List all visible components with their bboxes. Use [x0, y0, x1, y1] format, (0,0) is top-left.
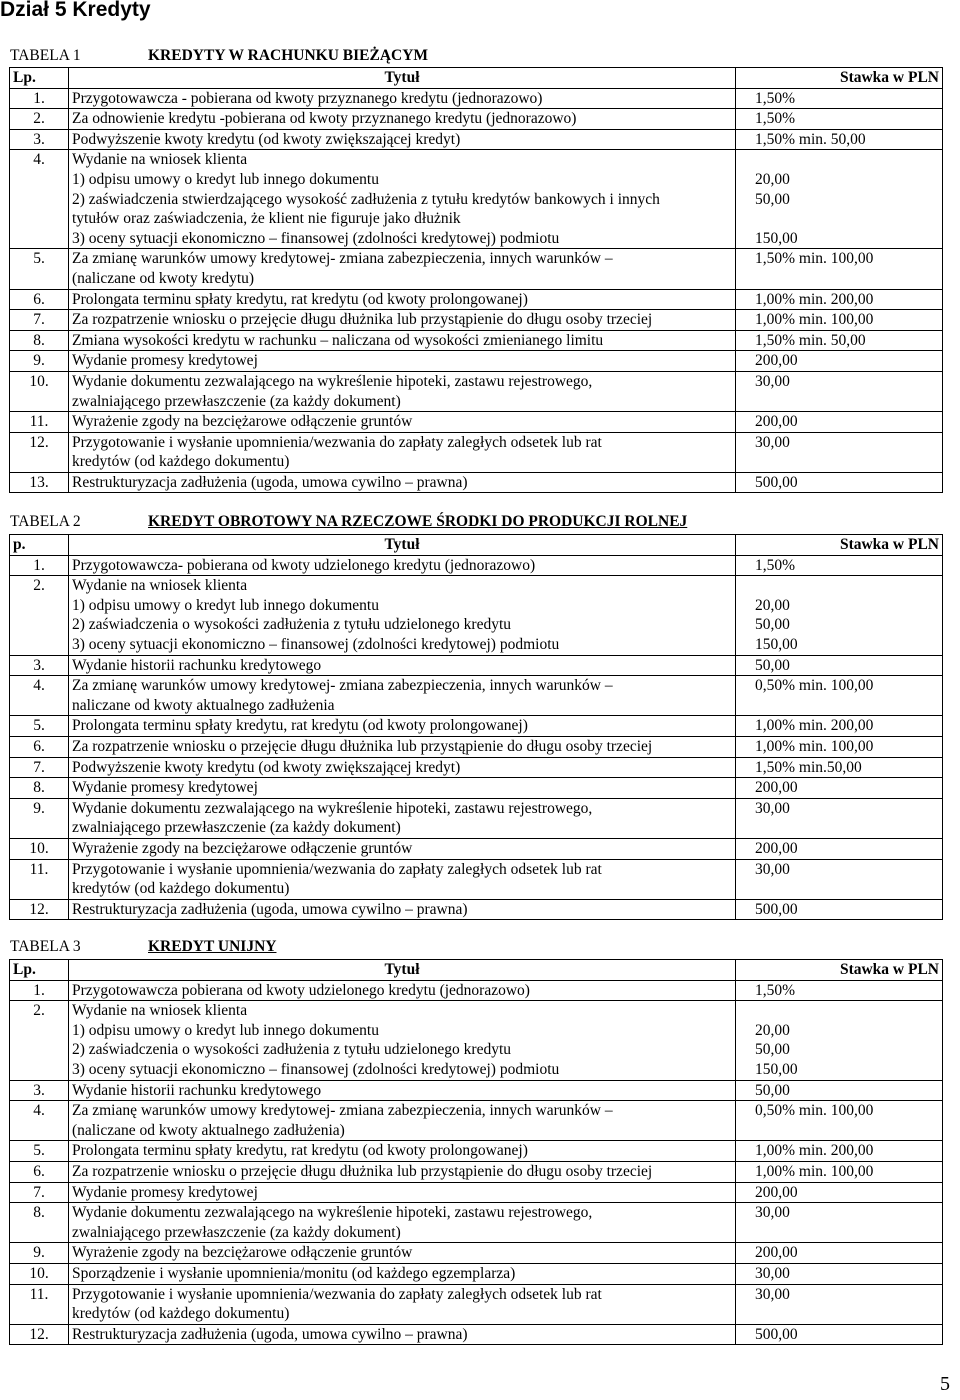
- row-title: [69, 289, 736, 310]
- rate-value: 1,50%: [755, 981, 796, 999]
- row-rate: [736, 330, 943, 351]
- table-row: [10, 1243, 943, 1264]
- row-title-line: Wydanie na wniosek klienta: [72, 151, 248, 169]
- rate-value: 1,00% min. 200,00: [755, 717, 874, 735]
- row-title-subline: 3) oceny sytuacji ekonomiczno – finansowej (zdolności kredytowej) podmiotu: [72, 1060, 560, 1078]
- row-title-line: Przygotowawcza- pobierana od kwoty udzielonego kredytu (jednorazowo): [72, 556, 536, 574]
- row-title-line: Wydanie na wniosek klienta: [72, 577, 248, 595]
- table-row: [10, 150, 943, 249]
- row-title: [69, 432, 736, 472]
- row-rate: [736, 1263, 943, 1284]
- row-title: [69, 109, 736, 130]
- rate-value: 150,00: [755, 1060, 798, 1078]
- row-title-subline: zwalniającego przewłaszczenie (za każdy dokument): [72, 392, 401, 410]
- row-title: [69, 249, 736, 289]
- column-header-title: Tytuł: [69, 68, 736, 89]
- table-row: [10, 1161, 943, 1182]
- row-title: [69, 1001, 736, 1080]
- row-number: 7.: [10, 310, 69, 331]
- rate-value: 1,50% min. 50,00: [755, 130, 866, 148]
- row-rate: [736, 899, 943, 920]
- row-title-line: Za zmianę warunków umowy kredytowej- zmiana zabezpieczenia, innych warunków –: [72, 1102, 613, 1120]
- row-number: 5.: [10, 716, 69, 737]
- rate-value: 1,00% min. 200,00: [755, 290, 874, 308]
- row-rate: [736, 1203, 943, 1243]
- rate-value: 150,00: [755, 229, 798, 247]
- row-rate: [736, 432, 943, 472]
- row-title: [69, 1263, 736, 1284]
- row-title-line: Restrukturyzacja zadłużenia (ugoda, umowa cywilno – prawna): [72, 1325, 468, 1343]
- row-title: [69, 798, 736, 838]
- row-rate: [736, 798, 943, 838]
- row-number: 7.: [10, 1182, 69, 1203]
- rate-value: 500,00: [755, 473, 798, 491]
- table-2: [9, 534, 943, 920]
- rate-value: 1,50% min. 100,00: [755, 250, 874, 268]
- table-row: [10, 330, 943, 351]
- column-header-title: Tytuł: [69, 535, 736, 556]
- row-rate: [736, 716, 943, 737]
- rate-value: 30,00: [755, 860, 790, 878]
- row-title-line: Wydanie dokumentu zezwalającego na wykreślenie hipoteki, zastawu rejestrowego,: [72, 372, 593, 390]
- row-number: 9.: [10, 798, 69, 838]
- rate-value: [739, 1001, 939, 1021]
- page-number: 5: [940, 1373, 950, 1395]
- row-number: 10.: [10, 838, 69, 859]
- row-rate: [736, 310, 943, 331]
- rate-value: 0,50% min. 100,00: [755, 1102, 874, 1120]
- row-title: [69, 778, 736, 799]
- table-row: [10, 1182, 943, 1203]
- row-title-line: Za rozpatrzenie wniosku o przejęcie długu dłużnika lub przystąpienie do długu osoby trzeciej: [72, 311, 653, 329]
- rate-value: 150,00: [755, 635, 798, 653]
- row-title: [69, 676, 736, 716]
- row-title-subline: naliczane od kwoty aktualnego zadłużenia: [72, 696, 335, 714]
- rate-value: [739, 452, 939, 472]
- rate-value: [739, 392, 939, 412]
- table-row: [10, 1080, 943, 1101]
- row-title-subline: kredytów (od każdego dokumentu): [72, 453, 290, 471]
- row-title-line: Przygotowanie i wysłanie upomnienia/wezwania do zapłaty zaległych odsetek lub rat: [72, 433, 602, 451]
- row-number: 8.: [10, 1203, 69, 1243]
- row-title-line: Wydanie promesy kredytowej: [72, 779, 258, 797]
- row-title-subline: 3) oceny sytuacji ekonomiczno – finansowej (zdolności kredytowej) podmiotu: [72, 635, 560, 653]
- row-number: 11.: [10, 1284, 69, 1324]
- row-title: [69, 150, 736, 249]
- table-row: [10, 129, 943, 150]
- table-3-name: KREDYT UNIJNY: [148, 938, 277, 955]
- row-number: 4.: [10, 1101, 69, 1141]
- row-title-line: Restrukturyzacja zadłużenia (ugoda, umowa cywilno – prawna): [72, 473, 468, 491]
- row-title: [69, 1243, 736, 1264]
- row-title: [69, 1203, 736, 1243]
- row-title: [69, 899, 736, 920]
- row-number: 2.: [10, 1001, 69, 1080]
- rate-value: 200,00: [755, 1183, 798, 1201]
- row-title-line: Prolongata terminu spłaty kredytu, rat kredytu (od kwoty prolongowanej): [72, 290, 528, 308]
- row-title: [69, 838, 736, 859]
- rate-value: 1,00% min. 200,00: [755, 1142, 874, 1160]
- column-header-lp: p.: [10, 535, 69, 556]
- row-rate: [736, 757, 943, 778]
- rate-value: 20,00: [755, 170, 790, 188]
- table-row: [10, 289, 943, 310]
- table-row: [10, 1324, 943, 1345]
- table-row: [10, 1101, 943, 1141]
- row-number: 8.: [10, 778, 69, 799]
- rate-value: 1,50%: [755, 110, 796, 128]
- row-rate: [736, 472, 943, 493]
- table-row: [10, 859, 943, 899]
- row-title: [69, 555, 736, 576]
- rate-value: 1,50%: [755, 556, 796, 574]
- table-2-heading: [10, 513, 687, 531]
- row-number: 12.: [10, 899, 69, 920]
- row-title: [69, 310, 736, 331]
- rate-value: 30,00: [755, 433, 790, 451]
- rate-value: 50,00: [755, 1081, 790, 1099]
- rate-value: 1,00% min. 100,00: [755, 311, 874, 329]
- table-row: [10, 655, 943, 676]
- rate-value: [739, 879, 939, 899]
- row-rate: [736, 1284, 943, 1324]
- row-title-subline: 2) zaświadczenia stwierdzającego wysokość zadłużenia z tytułu kredytów bankowych i innych: [72, 190, 660, 208]
- row-title-line: Wydanie promesy kredytowej: [72, 352, 258, 370]
- table-row: [10, 88, 943, 109]
- row-title: [69, 330, 736, 351]
- table-row: [10, 1203, 943, 1243]
- row-rate: [736, 676, 943, 716]
- row-rate: [736, 371, 943, 411]
- row-title-line: Wydanie dokumentu zezwalającego na wykreślenie hipoteki, zastawu rejestrowego,: [72, 1204, 593, 1222]
- row-title-subline: (naliczane od kwoty kredytu): [72, 269, 255, 287]
- row-number: 4.: [10, 676, 69, 716]
- table-row: [10, 838, 943, 859]
- row-number: 11.: [10, 859, 69, 899]
- row-number: 9.: [10, 1243, 69, 1264]
- row-rate: [736, 150, 943, 249]
- row-rate: [736, 109, 943, 130]
- row-title: [69, 472, 736, 493]
- row-title: [69, 980, 736, 1001]
- row-rate: [736, 838, 943, 859]
- row-title-line: Zmiana wysokości kredytu w rachunku – naliczana od wysokości zmienianego limitu: [72, 331, 604, 349]
- table-2-name: KREDYT OBROTOWY NA RZECZOWE ŚRODKI DO PRODUKCJI ROLNEJ: [148, 513, 688, 530]
- rate-value: 200,00: [755, 1244, 798, 1262]
- row-rate: [736, 1001, 943, 1080]
- column-header-rate: Stawka w PLN: [736, 960, 943, 981]
- row-number: 12.: [10, 1324, 69, 1345]
- column-header-lp: Lp.: [10, 68, 69, 89]
- table-1-name: KREDYTY W RACHUNKU BIEŻĄCYM: [148, 47, 429, 64]
- row-title: [69, 371, 736, 411]
- table-row: [10, 778, 943, 799]
- row-number: 3.: [10, 655, 69, 676]
- rate-value: 30,00: [755, 799, 790, 817]
- table-row: [10, 1263, 943, 1284]
- row-rate: [736, 351, 943, 372]
- rate-value: 200,00: [755, 839, 798, 857]
- table-row: [10, 109, 943, 130]
- row-title: [69, 1101, 736, 1141]
- column-header-rate: Stawka w PLN: [736, 68, 943, 89]
- row-number: 10.: [10, 371, 69, 411]
- row-number: 10.: [10, 1263, 69, 1284]
- row-title-line: Prolongata terminu spłaty kredytu, rat kredytu (od kwoty prolongowanej): [72, 717, 528, 735]
- rate-value: [739, 576, 939, 596]
- row-title-line: Podwyższenie kwoty kredytu (od kwoty zwiększającej kredyt): [72, 758, 461, 776]
- table-header-row: [10, 960, 943, 981]
- row-number: 9.: [10, 351, 69, 372]
- row-title-line: Wyrażenie zgody na bezciężarowe odłączenie gruntów: [72, 413, 413, 431]
- table-row: [10, 249, 943, 289]
- row-title-line: Restrukturyzacja zadłużenia (ugoda, umowa cywilno – prawna): [72, 900, 468, 918]
- row-title: [69, 655, 736, 676]
- row-rate: [736, 1141, 943, 1162]
- row-rate: [736, 576, 943, 655]
- row-title-line: Wydanie historii rachunku kredytowego: [72, 656, 322, 674]
- rate-value: [739, 1121, 939, 1141]
- table-1-heading: [10, 47, 428, 65]
- row-rate: [736, 412, 943, 433]
- row-number: 3.: [10, 1080, 69, 1101]
- table-row: [10, 980, 943, 1001]
- rate-value: 200,00: [755, 779, 798, 797]
- row-title: [69, 88, 736, 109]
- row-title-line: Przygotowawcza pobierana od kwoty udzielonego kredytu (jednorazowo): [72, 981, 530, 999]
- row-title-line: Przygotowawcza - pobierana od kwoty przyznanego kredytu (jednorazowo): [72, 89, 543, 107]
- row-title-line: Wydanie promesy kredytowej: [72, 1183, 258, 1201]
- row-title-line: Za odnowienie kredytu -pobierana od kwoty przyznanego kredytu (jednorazowo): [72, 110, 577, 128]
- table-3-label: TABELA 3: [10, 938, 81, 955]
- table-row: [10, 736, 943, 757]
- row-title: [69, 716, 736, 737]
- table-row: [10, 555, 943, 576]
- row-title-line: Za zmianę warunków umowy kredytowej- zmiana zabezpieczenia, innych warunków –: [72, 250, 613, 268]
- row-title: [69, 351, 736, 372]
- rate-value: 1,00% min. 100,00: [755, 737, 874, 755]
- row-rate: [736, 859, 943, 899]
- row-rate: [736, 129, 943, 150]
- row-number: 8.: [10, 330, 69, 351]
- row-title-subline: kredytów (od każdego dokumentu): [72, 1305, 290, 1323]
- row-rate: [736, 1182, 943, 1203]
- row-title-line: Wydanie historii rachunku kredytowego: [72, 1081, 322, 1099]
- row-rate: [736, 1243, 943, 1264]
- row-number: 6.: [10, 1161, 69, 1182]
- section-title: Dział 5 Kredyty: [0, 0, 151, 21]
- row-number: 3.: [10, 129, 69, 150]
- row-title-subline: tytułów oraz zaświadczenia, że klient nie figuruje jako dłużnik: [72, 210, 461, 228]
- row-title: [69, 757, 736, 778]
- table-row: [10, 432, 943, 472]
- row-title-line: Przygotowanie i wysłanie upomnienia/wezwania do zapłaty zaległych odsetek lub rat: [72, 860, 602, 878]
- rate-value: [739, 209, 939, 229]
- rate-value: [739, 696, 939, 716]
- column-header-title: Tytuł: [69, 960, 736, 981]
- row-title-subline: 3) oceny sytuacji ekonomiczno – finansowej (zdolności kredytowej) podmiotu: [72, 229, 560, 247]
- row-title-line: Podwyższenie kwoty kredytu (od kwoty zwiększającej kredyt): [72, 130, 461, 148]
- row-title-subline: (naliczane od kwoty aktualnego zadłużenia): [72, 1121, 345, 1139]
- row-title: [69, 736, 736, 757]
- row-rate: [736, 289, 943, 310]
- rate-value: 500,00: [755, 900, 798, 918]
- row-number: 4.: [10, 150, 69, 249]
- row-title-line: Za rozpatrzenie wniosku o przejęcie długu dłużnika lub przystąpienie do długu osoby trzeciej: [72, 737, 653, 755]
- table-row: [10, 351, 943, 372]
- table-row: [10, 412, 943, 433]
- row-number: 11.: [10, 412, 69, 433]
- rate-value: 50,00: [755, 616, 790, 634]
- rate-value: 30,00: [755, 1204, 790, 1222]
- table-row: [10, 1001, 943, 1080]
- rate-value: 50,00: [755, 1041, 790, 1059]
- row-number: 6.: [10, 289, 69, 310]
- table-header-row: [10, 535, 943, 556]
- rate-value: 1,50% min.50,00: [755, 758, 862, 776]
- table-1-label: TABELA 1: [10, 47, 81, 64]
- table-row: [10, 716, 943, 737]
- row-title-line: Przygotowanie i wysłanie upomnienia/wezwania do zapłaty zaległych odsetek lub rat: [72, 1285, 602, 1303]
- row-rate: [736, 736, 943, 757]
- rate-value: 50,00: [755, 190, 790, 208]
- rate-value: 30,00: [755, 372, 790, 390]
- row-number: 2.: [10, 576, 69, 655]
- row-title-subline: zwalniającego przewłaszczenie (za każdy dokument): [72, 1223, 401, 1241]
- row-number: 5.: [10, 1141, 69, 1162]
- table-3-heading: [10, 938, 276, 956]
- row-rate: [736, 980, 943, 1001]
- table-row: [10, 310, 943, 331]
- row-title-line: Wyrażenie zgody na bezciężarowe odłączenie gruntów: [72, 839, 413, 857]
- row-rate: [736, 1080, 943, 1101]
- row-number: 1.: [10, 88, 69, 109]
- rate-value: 1,50%: [755, 89, 796, 107]
- rate-value: 50,00: [755, 656, 790, 674]
- table-row: [10, 676, 943, 716]
- row-title-line: Prolongata terminu spłaty kredytu, rat kredytu (od kwoty prolongowanej): [72, 1142, 528, 1160]
- table-2-label: TABELA 2: [10, 513, 81, 530]
- row-title: [69, 1141, 736, 1162]
- row-rate: [736, 1101, 943, 1141]
- rate-value: 1,00% min. 100,00: [755, 1162, 874, 1180]
- column-header-rate: Stawka w PLN: [736, 535, 943, 556]
- row-number: 13.: [10, 472, 69, 493]
- table-row: [10, 472, 943, 493]
- rate-value: [739, 1223, 939, 1243]
- row-rate: [736, 249, 943, 289]
- row-title: [69, 1324, 736, 1345]
- row-number: 2.: [10, 109, 69, 130]
- row-title: [69, 1182, 736, 1203]
- row-title-line: Za rozpatrzenie wniosku o przejęcie długu dłużnika lub przystąpienie do długu osoby trzeciej: [72, 1162, 653, 1180]
- rate-value: 1,50% min. 50,00: [755, 331, 866, 349]
- table-row: [10, 576, 943, 655]
- rate-value: [739, 150, 939, 170]
- table-row: [10, 899, 943, 920]
- row-rate: [736, 655, 943, 676]
- column-header-lp: Lp.: [10, 960, 69, 981]
- row-number: 12.: [10, 432, 69, 472]
- row-title: [69, 412, 736, 433]
- row-title: [69, 859, 736, 899]
- row-title: [69, 1161, 736, 1182]
- row-number: 1.: [10, 980, 69, 1001]
- table-row: [10, 371, 943, 411]
- rate-value: [739, 818, 939, 838]
- table-header-row: [10, 68, 943, 89]
- row-title-line: Sporządzenie i wysłanie upomnienia/monitu (od każdego egzemplarza): [72, 1264, 516, 1282]
- row-number: 7.: [10, 757, 69, 778]
- rate-value: 0,50% min. 100,00: [755, 677, 874, 695]
- row-number: 6.: [10, 736, 69, 757]
- rate-value: [739, 269, 939, 289]
- rate-value: 200,00: [755, 352, 798, 370]
- rate-value: 30,00: [755, 1264, 790, 1282]
- table-row: [10, 757, 943, 778]
- row-rate: [736, 1161, 943, 1182]
- row-title-line: Za zmianę warunków umowy kredytowej- zmiana zabezpieczenia, innych warunków –: [72, 677, 613, 695]
- row-title-line: Wydanie na wniosek klienta: [72, 1002, 248, 1020]
- row-title-subline: 1) odpisu umowy o kredyt lub innego dokumentu: [72, 1021, 379, 1039]
- row-rate: [736, 1324, 943, 1345]
- row-title-subline: 1) odpisu umowy o kredyt lub innego dokumentu: [72, 170, 379, 188]
- table-3: [9, 959, 943, 1345]
- row-title: [69, 129, 736, 150]
- row-title-line: Wydanie dokumentu zezwalającego na wykreślenie hipoteki, zastawu rejestrowego,: [72, 799, 593, 817]
- row-number: 5.: [10, 249, 69, 289]
- row-title-subline: 2) zaświadczenia o wysokości zadłużenia z tytułu udzielonego kredytu: [72, 1041, 512, 1059]
- row-rate: [736, 778, 943, 799]
- row-rate: [736, 88, 943, 109]
- row-title-line: Wyrażenie zgody na bezciężarowe odłączenie gruntów: [72, 1244, 413, 1262]
- row-title: [69, 576, 736, 655]
- row-title: [69, 1080, 736, 1101]
- rate-value: 20,00: [755, 596, 790, 614]
- row-title-subline: 2) zaświadczenia o wysokości zadłużenia z tytułu udzielonego kredytu: [72, 616, 512, 634]
- table-row: [10, 1284, 943, 1324]
- rate-value: 500,00: [755, 1325, 798, 1343]
- table-row: [10, 798, 943, 838]
- rate-value: [739, 1304, 939, 1324]
- rate-value: 20,00: [755, 1021, 790, 1039]
- table-row: [10, 1141, 943, 1162]
- row-rate: [736, 555, 943, 576]
- table-1: [9, 67, 943, 493]
- row-title-subline: 1) odpisu umowy o kredyt lub innego dokumentu: [72, 596, 379, 614]
- row-title: [69, 1284, 736, 1324]
- rate-value: 30,00: [755, 1285, 790, 1303]
- rate-value: 200,00: [755, 413, 798, 431]
- row-title-subline: kredytów (od każdego dokumentu): [72, 880, 290, 898]
- row-number: 1.: [10, 555, 69, 576]
- row-title-subline: zwalniającego przewłaszczenie (za każdy dokument): [72, 819, 401, 837]
